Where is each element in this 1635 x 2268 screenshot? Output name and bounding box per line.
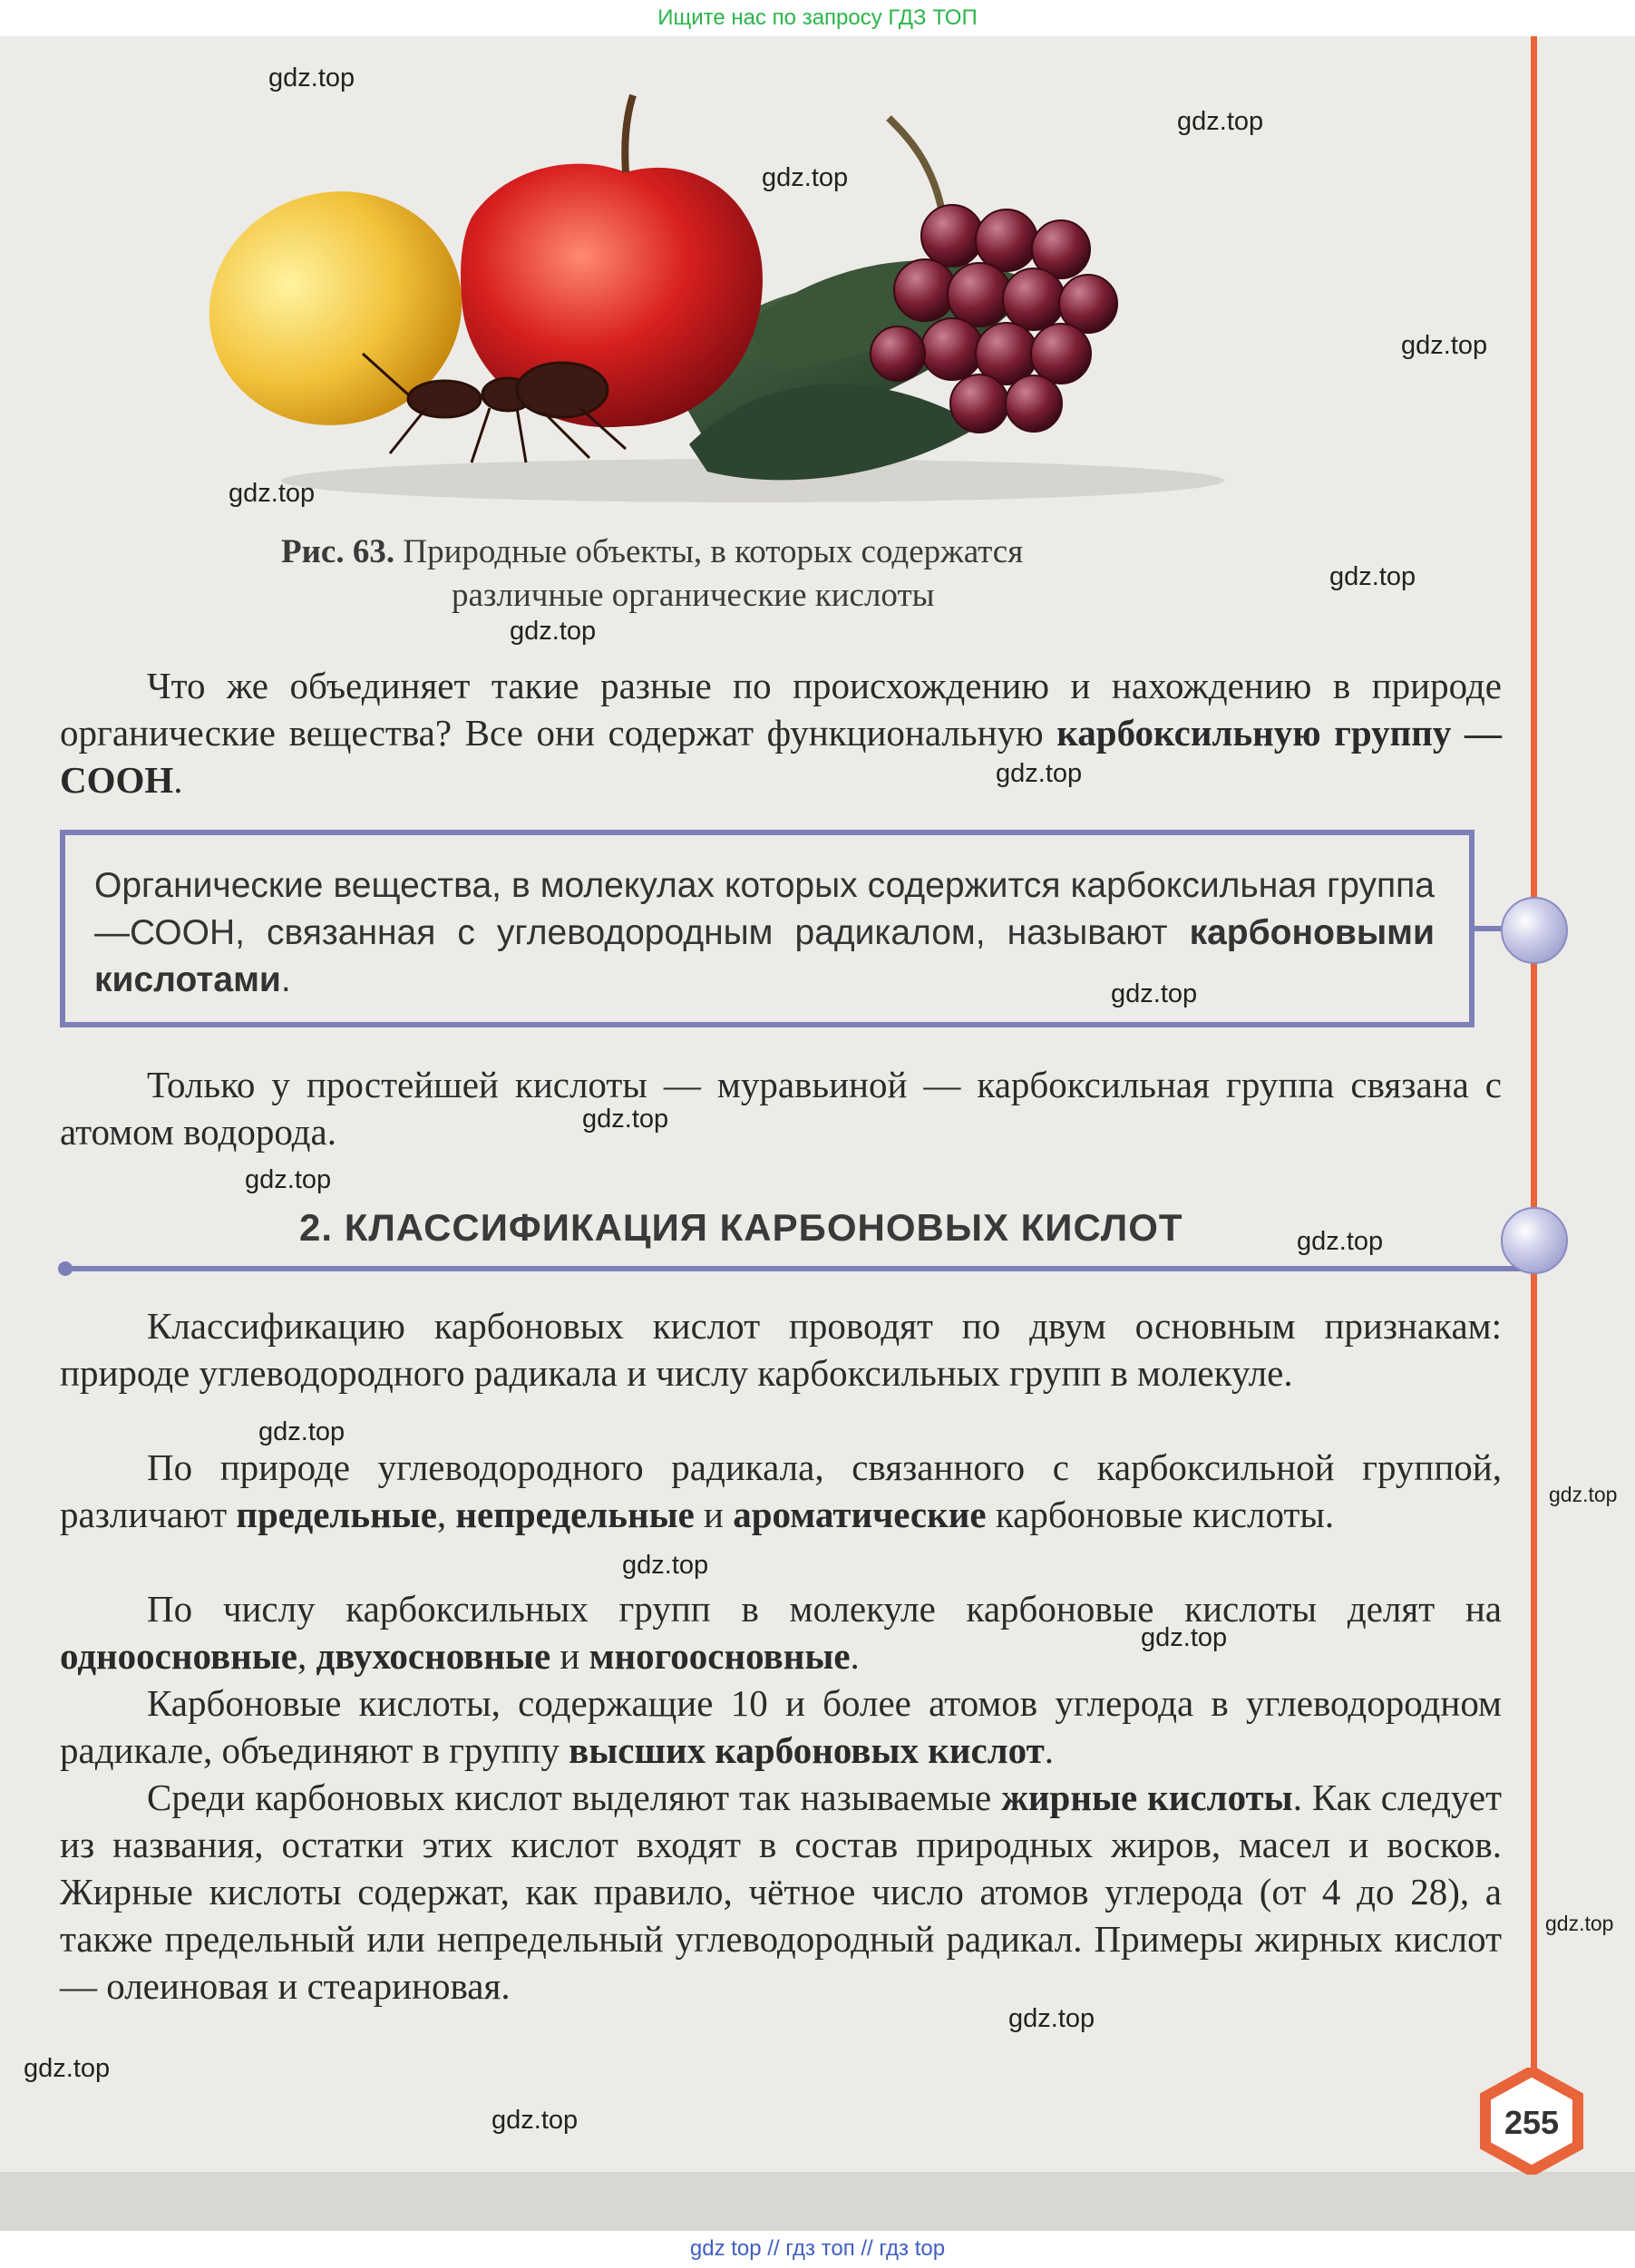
page-bottom-bar bbox=[0, 2172, 1635, 2231]
watermark: gdz.top bbox=[622, 1551, 709, 1580]
bottom-banner[interactable]: gdz top // гдз топ // гдз top bbox=[689, 2236, 946, 2261]
watermark: gdz.top bbox=[1177, 107, 1264, 136]
side-accent-line bbox=[1531, 36, 1537, 2113]
definition-term: карбоновыми кислотами bbox=[94, 913, 1435, 999]
paragraph-formic bbox=[60, 1061, 1502, 1155]
text-run: По природе углеводородного радикала, связанного с карбоксильной группой, различают bbox=[60, 1446, 1502, 1535]
definition-end: . bbox=[280, 960, 291, 999]
watermark: gdz.top bbox=[1141, 1623, 1228, 1652]
watermark: gdz.top bbox=[245, 1165, 332, 1194]
watermark: gdz.top bbox=[24, 2054, 111, 2083]
section-rule bbox=[63, 1266, 1533, 1271]
caption-line-2: различные органические кислоты bbox=[452, 577, 935, 614]
text-run: Карбоновые кислоты, содержащие 10 и более атомов углерода в углеводородном радикале, объединяют в группу bbox=[60, 1682, 1502, 1771]
text-run: . bbox=[1044, 1729, 1054, 1771]
bold-term: высших карбоновых кислот bbox=[569, 1729, 1045, 1771]
caption-line-1: Природные объекты, в которых содержатся bbox=[403, 533, 1024, 570]
bold-term: ароматические bbox=[733, 1494, 987, 1535]
bold-term: предельные bbox=[236, 1494, 437, 1535]
paragraph-higher-acids bbox=[60, 1679, 1502, 1774]
bold-term: карбоксильную группу —СООН bbox=[60, 712, 1503, 801]
paragraph-carboxyl bbox=[60, 662, 1502, 803]
text-run: и bbox=[694, 1494, 734, 1535]
definition-box bbox=[60, 830, 1474, 1027]
figure-caption bbox=[281, 530, 1279, 618]
paragraph-fatty-acids bbox=[60, 1774, 1502, 2010]
watermark: gdz.top bbox=[1401, 331, 1488, 360]
watermark: gdz.top bbox=[996, 759, 1083, 788]
watermark: gdz.top bbox=[1008, 2004, 1095, 2033]
text-run: и bbox=[550, 1635, 589, 1677]
paragraph-end: . bbox=[173, 759, 183, 801]
text-run: По числу карбоксильных групп в молекуле карбоновые кислоты делят на bbox=[147, 1588, 1502, 1630]
text-run: Среди карбоновых кислот выделяют так называемые bbox=[147, 1776, 1002, 1818]
paragraph-basicity bbox=[60, 1585, 1502, 1679]
paragraph-radical bbox=[60, 1444, 1502, 1538]
paragraph-text: Что же объединяет такие разные по происхождению и нахождению в природе органические вещества? Все они содержат функциональную bbox=[60, 665, 1502, 754]
watermark: gdz.top bbox=[582, 1105, 669, 1134]
bold-term: двухосновные bbox=[316, 1635, 551, 1677]
watermark: gdz.top bbox=[762, 163, 849, 192]
paragraph-text: Только у простейшей кислоты — муравьиной — карбоксильная группа связана с атомом водорода. bbox=[60, 1064, 1502, 1153]
bold-term: жирные кислоты bbox=[1001, 1776, 1293, 1818]
watermark: gdz.top bbox=[229, 479, 316, 508]
text-run: . Как следует из названия, остатки этих кислот входят в состав природных жиров, масел и восков. Жирные кислоты содержат, как правило, чётное число атомов углерода (от 4 до 28), а также предельный или непредельный углеводородный радикал. Примеры жирных кислот — олеиновая и стеариновая. bbox=[60, 1776, 1502, 2007]
text-run: карбоновые кислоты. bbox=[986, 1494, 1335, 1535]
watermark: gdz.top bbox=[1545, 1912, 1614, 1935]
watermark: gdz.top bbox=[1111, 979, 1198, 1008]
definition-text: Органические вещества, в молекулах которых содержится карбоксильная группа —СООН, связанная с углеводородным радикалом, называют bbox=[94, 866, 1435, 952]
watermark: gdz.top bbox=[1297, 1227, 1384, 1256]
figure-label: Рис. 63. bbox=[281, 533, 395, 570]
top-banner[interactable]: Ищите нас по запросу ГДЗ ТОП bbox=[657, 5, 978, 30]
watermark: gdz.top bbox=[1329, 562, 1416, 591]
watermark: gdz.top bbox=[258, 1417, 345, 1446]
grapes bbox=[871, 118, 1117, 433]
text-run: , bbox=[297, 1635, 316, 1677]
text-run: . bbox=[850, 1635, 860, 1677]
section-title: 2. КЛАССИФИКАЦИЯ КАРБОНОВЫХ КИСЛОТ bbox=[299, 1206, 1183, 1249]
paragraph-classification bbox=[60, 1302, 1502, 1397]
bold-term: одноосновные bbox=[60, 1635, 297, 1677]
text-run: , bbox=[436, 1494, 456, 1535]
bold-term: непредельные bbox=[455, 1494, 695, 1535]
fruits-illustration bbox=[200, 82, 1251, 508]
watermark: gdz.top bbox=[1549, 1483, 1618, 1506]
watermark: gdz.top bbox=[268, 63, 355, 92]
watermark: gdz.top bbox=[510, 617, 597, 646]
paragraph-text: Классификацию карбоновых кислот проводят по двум основным признакам: природе углеводородного радикала и числу карбоксильных групп в молекуле. bbox=[60, 1305, 1502, 1394]
definition-marker bbox=[1501, 897, 1568, 964]
page-number: 255 bbox=[1504, 2104, 1560, 2141]
section-marker bbox=[1501, 1207, 1568, 1274]
section-rule-dot bbox=[58, 1261, 73, 1276]
watermark: gdz.top bbox=[491, 2106, 579, 2135]
bold-term: многоосновные bbox=[589, 1635, 851, 1677]
